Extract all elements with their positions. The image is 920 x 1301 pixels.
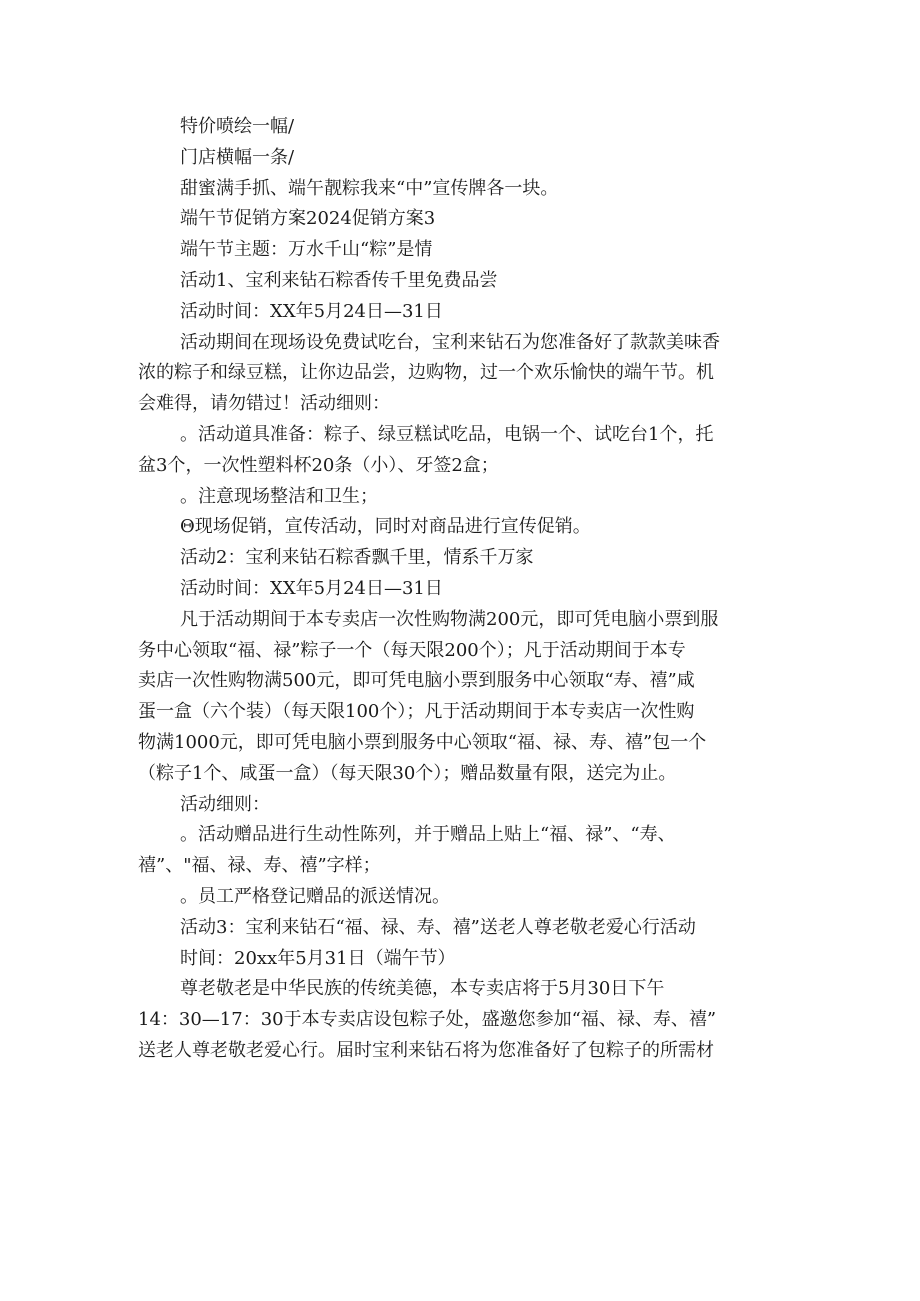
text-line: 。注意现场整洁和卫生；: [180, 485, 378, 507]
text-line: 。活动道具准备：粽子、绿豆糕试吃品，电锅一个、试吃台1个，托: [180, 423, 714, 445]
text-line: 活动期间在现场设免费试吃台，宝利来钻石为您准备好了款款美味香: [180, 331, 720, 353]
text-line: 活动时间：XX年5月24日—31日: [180, 300, 443, 322]
text-line: 蛋一盒（六个装）（每天限100个）；凡于活动期间于本专卖店一次性购: [138, 701, 695, 723]
text-line: 14：30—17：30于本专卖店设包粽子处，盛邀您参加“福、禄、寿、禧”: [138, 1009, 717, 1031]
text-line: 端午节主题：万水千山“粽”是情: [180, 239, 433, 261]
text-line: 尊老敬老是中华民族的传统美德，本专卖店将于5月30日下午: [180, 978, 665, 1000]
text-line: 。员工严格登记赠品的派送情况。: [180, 885, 450, 907]
text-line: 。活动赠品进行生动性陈列，并于赠品上贴上“福、禄”、“寿、: [180, 824, 676, 846]
text-line: 禧”、"福、禄、寿、禧”字样；: [138, 855, 381, 877]
text-line: 浓的粽子和绿豆糕，让你边品尝，边购物，过一个欢乐愉快的端午节。机: [138, 362, 714, 384]
text-line: 卖店一次性购物满500元，即可凭电脑小票到服务中心领取“寿、禧”咸: [138, 670, 695, 692]
text-line: 凡于活动期间于本专卖店一次性购物满200元，即可凭电脑小票到服: [180, 608, 719, 630]
text-line: 物满1000元，即可凭电脑小票到服务中心领取“福、禄、寿、禧”包一个: [138, 731, 707, 753]
text-line: 活动细则：: [180, 793, 270, 815]
text-line: 端午节促销方案2024促销方案3: [180, 208, 436, 230]
text-line: 盆3个，一次性塑料杯20条（小）、牙签2盒；: [138, 454, 499, 476]
text-line: 务中心领取“福、禄”粽子一个（每天限200个）；凡于活动期间于本专: [138, 639, 686, 661]
text-line: Θ现场促销，宣传活动，同时对商品进行宣传促销。: [180, 516, 591, 538]
text-line: 活动1、宝利来钻石粽香传千里免费品尝: [180, 269, 498, 291]
text-line: 会难得，请勿错过！活动细则：: [138, 393, 390, 415]
text-line: 活动2：宝利来钻石粽香飘千里，情系千万家: [180, 547, 534, 569]
text-line: 活动时间：XX年5月24日—31日: [180, 577, 443, 599]
text-line: 特价喷绘一幅/: [180, 116, 295, 137]
text-line: 甜蜜满手抓、端午靓粽我来“中”宣传牌各一块。: [180, 177, 559, 199]
text-line: （粽子1个、咸蛋一盒）（每天限30个）；赠品数量有限，送完为止。: [138, 762, 677, 784]
text-line: 活动3：宝利来钻石“福、禄、寿、禧”送老人尊老敬老爱心行活动: [180, 916, 696, 938]
text-line: 时间：20xx年5月31日（端午节）: [180, 947, 456, 969]
document-body: [138, 112, 790, 1067]
text-line: 门店横幅一条/: [180, 146, 295, 168]
text-line: 送老人尊老敬老爱心行。届时宝利来钻石将为您准备好了包粽子的所需材: [138, 1039, 714, 1061]
